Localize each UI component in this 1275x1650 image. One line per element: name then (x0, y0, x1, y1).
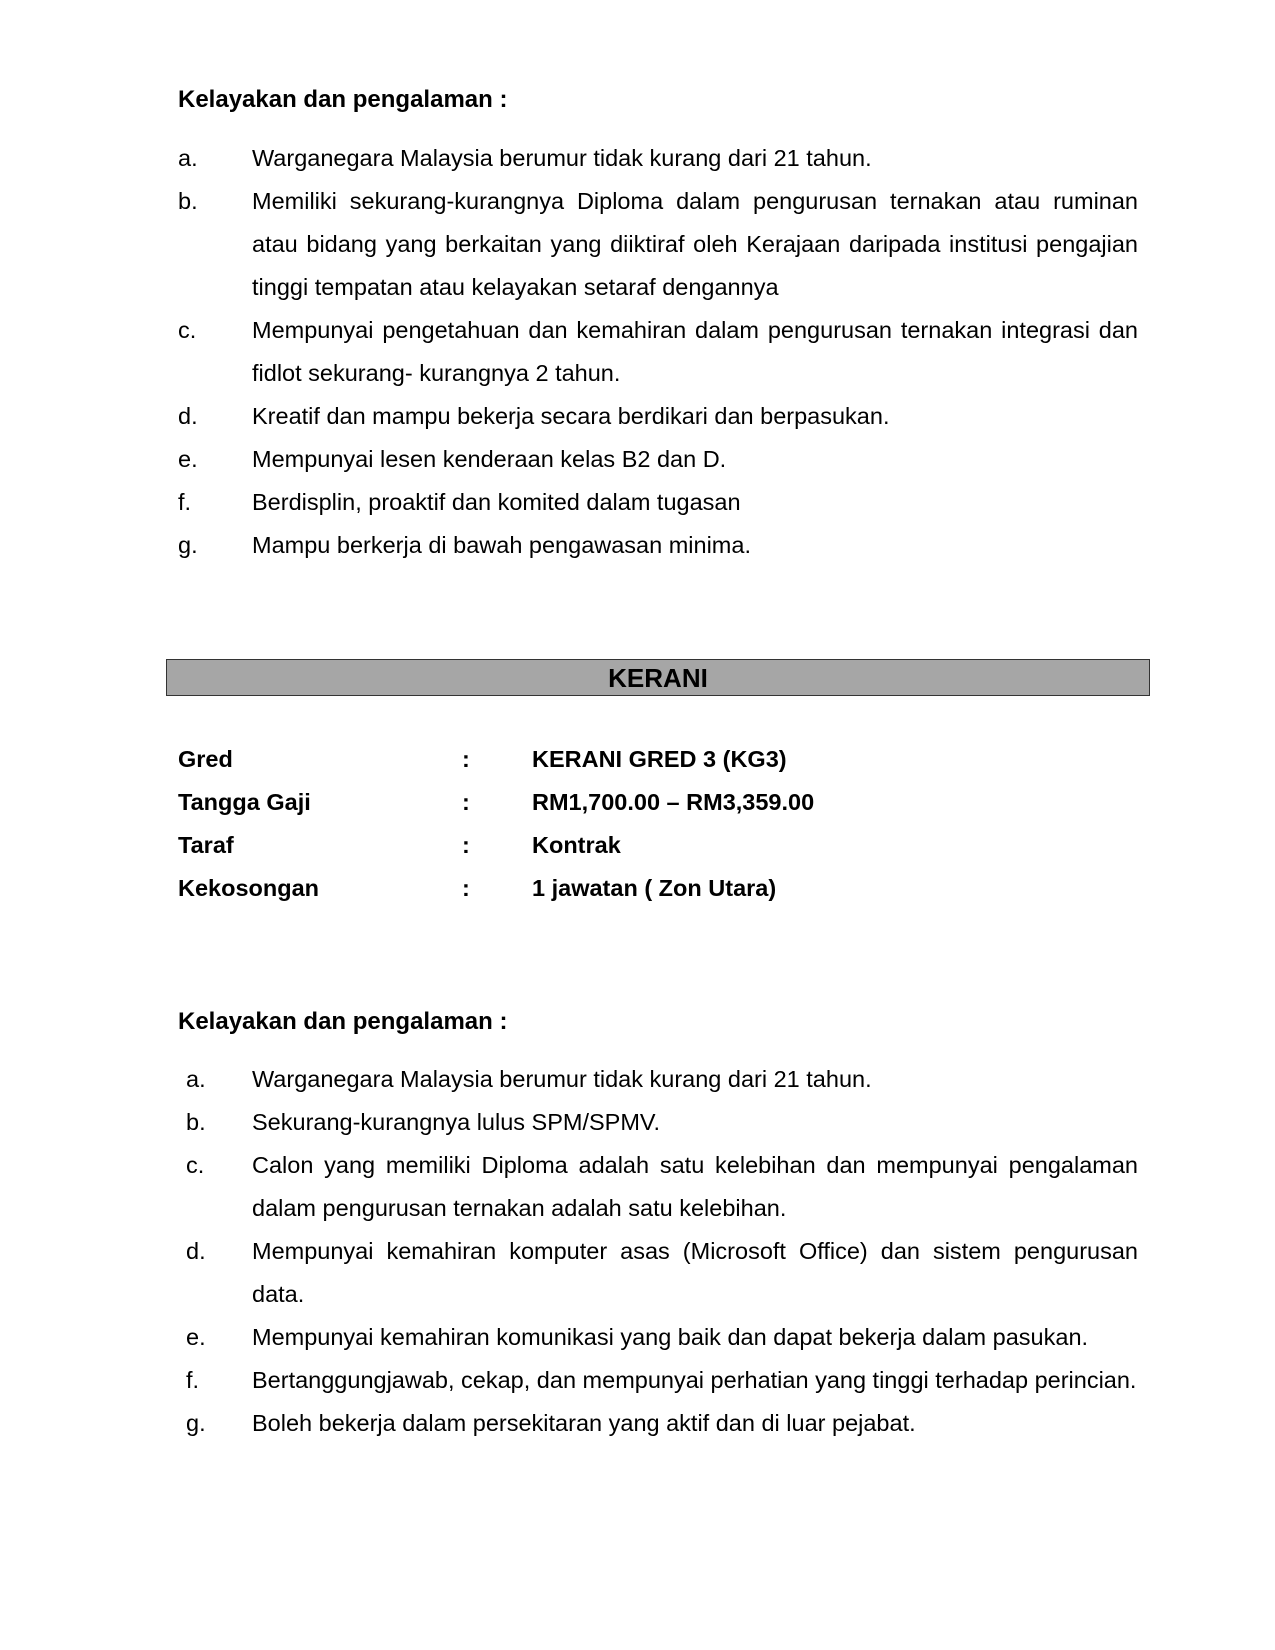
list-marker: e. (178, 446, 198, 472)
detail-row-tangga-gaji (178, 781, 1078, 824)
list-item (178, 1101, 1138, 1144)
list-item (178, 438, 1138, 481)
list-item-text: Mempunyai kemahiran komunikasi yang baik dan dapat bekerja dalam pasukan. (252, 1324, 1089, 1350)
detail-label: Taraf (178, 832, 234, 858)
list-item-text: Warganegara Malaysia berumur tidak kurang dari 21 tahun. (252, 1066, 872, 1092)
list-item (178, 1144, 1138, 1230)
list-item-text: Berdisplin, proaktif dan komited dalam tugasan (252, 489, 741, 515)
list-marker: d. (186, 1238, 206, 1264)
list-item (178, 524, 1138, 567)
list-item-text: Calon yang memiliki Diploma adalah satu kelebihan dan mempunyai pengalaman dalam pengurusan ternakan adalah satu kelebihan. (252, 1152, 1138, 1221)
detail-colon: : (462, 789, 470, 815)
list-item (178, 1230, 1138, 1316)
list-marker: e. (186, 1324, 206, 1350)
section2-list (178, 1058, 1138, 1445)
detail-colon: : (462, 832, 470, 858)
list-item (178, 180, 1138, 309)
detail-row-kekosongan (178, 867, 1078, 910)
detail-label: Gred (178, 746, 233, 772)
position-title-banner: KERANI (166, 659, 1150, 696)
list-item-text: Mempunyai pengetahuan dan kemahiran dalam pengurusan ternakan integrasi dan fidlot sekurang- kurangnya 2 tahun. (252, 317, 1138, 386)
detail-value: RM1,700.00 – RM3,359.00 (532, 789, 815, 815)
list-marker: b. (178, 188, 198, 214)
list-item (178, 481, 1138, 524)
list-item (178, 395, 1138, 438)
list-item (178, 1058, 1138, 1101)
list-item-text: Kreatif dan mampu bekerja secara berdikari dan berpasukan. (252, 403, 890, 429)
list-marker: d. (178, 403, 198, 429)
list-item-text: Sekurang-kurangnya lulus SPM/SPMV. (252, 1109, 660, 1135)
section1-list (178, 137, 1138, 567)
list-item-text: Mampu berkerja di bawah pengawasan minima. (252, 532, 751, 558)
list-item-text: Mempunyai lesen kenderaan kelas B2 dan D. (252, 446, 727, 472)
position-details (178, 738, 1078, 910)
detail-colon: : (462, 875, 470, 901)
list-marker: c. (178, 317, 197, 343)
list-item-text: Bertanggungjawab, cekap, dan mempunyai perhatian yang tinggi terhadap perincian. (252, 1367, 1137, 1393)
list-item (178, 1359, 1138, 1402)
list-marker: a. (186, 1066, 206, 1092)
detail-value: 1 jawatan ( Zon Utara) (532, 875, 777, 901)
list-marker: f. (178, 489, 192, 515)
detail-label: Kekosongan (178, 875, 320, 901)
list-item (178, 137, 1138, 180)
detail-label: Tangga Gaji (178, 789, 311, 815)
list-item (178, 1402, 1138, 1445)
list-item-text: Boleh bekerja dalam persekitaran yang aktif dan di luar pejabat. (252, 1410, 916, 1436)
list-item-text: Memiliki sekurang-kurangnya Diploma dalam pengurusan ternakan atau ruminan atau bidang yang berkaitan yang diiktiraf oleh Kerajaan daripada institusi pengajian tinggi tempatan atau kelayakan setaraf dengannya (252, 188, 1138, 300)
list-item (178, 1316, 1138, 1359)
list-marker: g. (186, 1410, 206, 1436)
list-item-text: Mempunyai kemahiran komputer asas (Microsoft Office) dan sistem pengurusan data. (252, 1238, 1138, 1307)
list-marker: c. (186, 1152, 205, 1178)
list-item-text: Warganegara Malaysia berumur tidak kurang dari 21 tahun. (252, 145, 872, 171)
detail-row-taraf (178, 824, 1078, 867)
list-marker: a. (178, 145, 198, 171)
list-marker: g. (178, 532, 198, 558)
section2-heading: Kelayakan dan pengalaman : (178, 1008, 508, 1035)
detail-value: KERANI GRED 3 (KG3) (532, 746, 787, 772)
list-marker: f. (186, 1367, 200, 1393)
list-marker: b. (186, 1109, 206, 1135)
detail-colon: : (462, 746, 470, 772)
list-item (178, 309, 1138, 395)
section1-heading: Kelayakan dan pengalaman : (178, 86, 508, 113)
detail-row-gred (178, 738, 1078, 781)
detail-value: Kontrak (532, 832, 621, 858)
